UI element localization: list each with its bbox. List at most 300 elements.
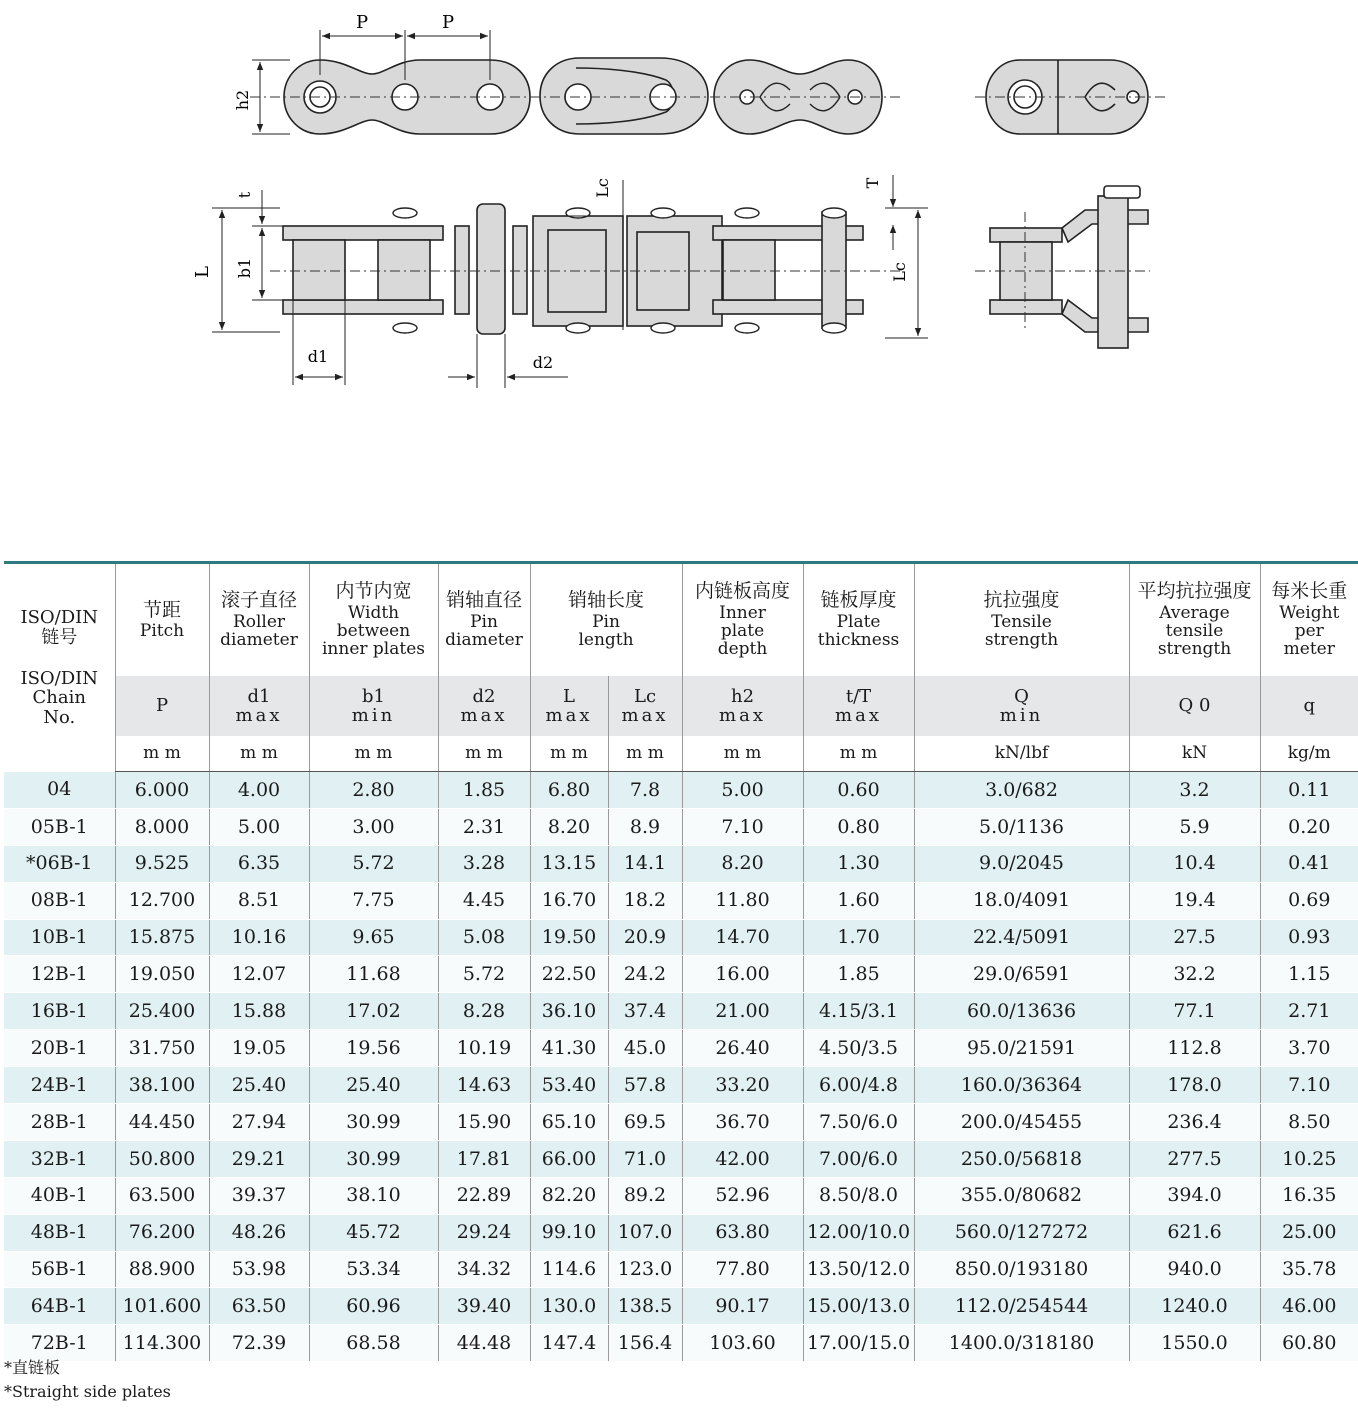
table-cell: 44.450 — [115, 1104, 209, 1141]
table-cell: 29.24 — [438, 1214, 530, 1251]
col-symbol — [914, 676, 1129, 736]
table-cell: 0.93 — [1260, 919, 1358, 956]
table-cell: 19.56 — [309, 1030, 438, 1067]
col-header-plate-thickness — [803, 563, 914, 677]
chain-no-cell: 48B-1 — [4, 1214, 115, 1251]
chain-technical-drawing — [0, 0, 1358, 400]
table-cell: 71.0 — [608, 1140, 682, 1177]
symbol: h2 — [730, 685, 755, 707]
table-cell: 19.4 — [1129, 882, 1260, 919]
table-cell: 38.10 — [309, 1177, 438, 1214]
table-cell: 8.50 — [1260, 1104, 1358, 1141]
table-cell: 72.39 — [209, 1325, 309, 1362]
table-cell: 17.00/15.0 — [803, 1325, 914, 1362]
chain-no-cell: 40B-1 — [4, 1177, 115, 1214]
table-cell: 60.96 — [309, 1288, 438, 1325]
table-cell: 9.65 — [309, 919, 438, 956]
symbol: d2 — [472, 685, 496, 707]
table-cell: 0.11 — [1260, 772, 1358, 809]
chain-no-cell: 56B-1 — [4, 1251, 115, 1288]
table-cell: 0.20 — [1260, 808, 1358, 845]
table-cell: 1.85 — [803, 956, 914, 993]
qualifier: max — [621, 705, 669, 726]
spec-table-body — [4, 772, 1358, 1362]
symbol: P — [155, 695, 169, 717]
table-cell: 130.0 — [530, 1288, 608, 1325]
table-cell: 26.40 — [682, 1030, 803, 1067]
table-cell: 1.70 — [803, 919, 914, 956]
table-cell: 42.00 — [682, 1140, 803, 1177]
chain-no-header-zh: ISO/DIN 链号 — [20, 607, 99, 648]
table-cell: 8.20 — [682, 845, 803, 882]
label-p-left: P — [355, 12, 369, 33]
col-symbol — [530, 676, 608, 736]
col-unit: m m — [608, 736, 682, 772]
table-cell: 17.02 — [309, 993, 438, 1030]
col-zh: 平均抗拉强度 — [1137, 580, 1252, 603]
table-cell: 63.80 — [682, 1214, 803, 1251]
table-cell: 0.60 — [803, 772, 914, 809]
table-cell: 2.80 — [309, 772, 438, 809]
table-cell: 69.5 — [608, 1104, 682, 1141]
table-cell: 9.0/2045 — [914, 845, 1129, 882]
table-cell: 33.20 — [682, 1067, 803, 1104]
col-en: Pin diameter — [445, 611, 523, 651]
table-cell: 44.48 — [438, 1325, 530, 1362]
table-cell: 6.000 — [115, 772, 209, 809]
col-zh: 抗拉强度 — [983, 589, 1060, 612]
col-en: Pin length — [578, 611, 634, 651]
chain-no-cell: 32B-1 — [4, 1140, 115, 1177]
table-cell: 6.80 — [530, 772, 608, 809]
table-cell: 77.80 — [682, 1251, 803, 1288]
col-zh: 内节内宽 — [335, 580, 412, 603]
col-header-tensile — [914, 563, 1129, 677]
table-cell: 13.50/12.0 — [803, 1251, 914, 1288]
table-cell: 5.08 — [438, 919, 530, 956]
table-cell: 89.2 — [608, 1177, 682, 1214]
col-unit: kN/lbf — [914, 736, 1129, 772]
col-symbol — [803, 676, 914, 736]
table-row — [4, 956, 1358, 993]
label-b1: b1 — [235, 257, 254, 279]
col-en: Average tensile strength — [1157, 602, 1232, 660]
table-cell: 277.5 — [1129, 1140, 1260, 1177]
table-cell: 112.0/254544 — [914, 1288, 1129, 1325]
symbol: Q — [1014, 685, 1029, 707]
table-cell: 29.0/6591 — [914, 956, 1129, 993]
table-cell: 53.34 — [309, 1251, 438, 1288]
table-cell: 103.60 — [682, 1325, 803, 1362]
chain-plan-view — [283, 204, 863, 334]
table-cell: 1.15 — [1260, 956, 1358, 993]
table-cell: 36.70 — [682, 1104, 803, 1141]
table-cell: 8.28 — [438, 993, 530, 1030]
table-cell: 25.40 — [209, 1067, 309, 1104]
table-cell: 1.60 — [803, 882, 914, 919]
table-row — [4, 1251, 1358, 1288]
table-row — [4, 882, 1358, 919]
label-lc-top: Lc — [593, 178, 612, 198]
table-cell: 160.0/36364 — [914, 1067, 1129, 1104]
table-cell: 39.37 — [209, 1177, 309, 1214]
col-header-plate-depth — [682, 563, 803, 677]
table-cell: 41.30 — [530, 1030, 608, 1067]
chain-no-cell: 05B-1 — [4, 808, 115, 845]
symbol: L — [563, 685, 575, 707]
col-unit: m m — [682, 736, 803, 772]
table-cell: 2.71 — [1260, 993, 1358, 1030]
table-cell: 1.30 — [803, 845, 914, 882]
chain-no-cell: 20B-1 — [4, 1030, 115, 1067]
table-cell: 355.0/80682 — [914, 1177, 1129, 1214]
col-zh: 销轴长度 — [568, 589, 645, 612]
chain-no-cell: 72B-1 — [4, 1325, 115, 1362]
table-cell: 18.0/4091 — [914, 882, 1129, 919]
table-cell: 8.000 — [115, 808, 209, 845]
col-unit: kN — [1129, 736, 1260, 772]
table-row — [4, 1288, 1358, 1325]
col-zh: 滚子直径 — [220, 589, 297, 612]
table-cell: 90.17 — [682, 1288, 803, 1325]
table-cell: 25.00 — [1260, 1214, 1358, 1251]
col-header-pin-diameter — [438, 563, 530, 677]
chain-no-cell: 10B-1 — [4, 919, 115, 956]
table-row — [4, 919, 1358, 956]
table-cell: 68.58 — [309, 1325, 438, 1362]
table-row — [4, 1030, 1358, 1067]
chain-no-cell: 12B-1 — [4, 956, 115, 993]
table-cell: 7.8 — [608, 772, 682, 809]
table-cell: 156.4 — [608, 1325, 682, 1362]
table-cell: 16.00 — [682, 956, 803, 993]
col-unit: m m — [209, 736, 309, 772]
table-cell: 48.26 — [209, 1214, 309, 1251]
table-cell: 8.9 — [608, 808, 682, 845]
table-cell: 11.68 — [309, 956, 438, 993]
footnote-zh: *直链板 — [4, 1358, 61, 1377]
table-cell: 46.00 — [1260, 1288, 1358, 1325]
table-cell: 10.19 — [438, 1030, 530, 1067]
table-cell: 22.50 — [530, 956, 608, 993]
table-cell: 14.63 — [438, 1067, 530, 1104]
col-header-weight — [1260, 563, 1358, 677]
table-cell: 99.10 — [530, 1214, 608, 1251]
table-cell: 6.00/4.8 — [803, 1067, 914, 1104]
table-cell: 22.4/5091 — [914, 919, 1129, 956]
col-unit: m m — [115, 736, 209, 772]
table-cell: 27.5 — [1129, 919, 1260, 956]
table-cell: 8.20 — [530, 808, 608, 845]
table-cell: 250.0/56818 — [914, 1140, 1129, 1177]
label-p-right: P — [441, 12, 455, 33]
table-cell: 19.050 — [115, 956, 209, 993]
label-lc-right: Lc — [890, 262, 909, 282]
table-cell: 15.00/13.0 — [803, 1288, 914, 1325]
qualifier: min — [351, 705, 396, 726]
col-en: Tensile strength — [984, 611, 1059, 651]
chain-no-cell: 24B-1 — [4, 1067, 115, 1104]
table-cell: 3.70 — [1260, 1030, 1358, 1067]
table-cell: 1240.0 — [1129, 1288, 1260, 1325]
chain-no-cell: 08B-1 — [4, 882, 115, 919]
table-cell: 77.1 — [1129, 993, 1260, 1030]
table-cell: 1550.0 — [1129, 1325, 1260, 1362]
col-header-pitch — [115, 563, 209, 677]
table-cell: 29.21 — [209, 1140, 309, 1177]
col-unit: m m — [803, 736, 914, 772]
table-cell: 5.72 — [309, 845, 438, 882]
col-symbol — [209, 676, 309, 736]
footnote-en: *Straight side plates — [4, 1382, 171, 1401]
symbol: b1 — [362, 685, 385, 707]
table-cell: 22.89 — [438, 1177, 530, 1214]
col-en: Width between inner plates — [322, 602, 425, 660]
col-symbol — [1129, 676, 1260, 736]
col-en: Inner plate depth — [717, 602, 768, 660]
symbol: d1 — [247, 685, 271, 707]
label-T: T — [863, 177, 882, 189]
table-cell: 14.1 — [608, 845, 682, 882]
table-cell: 19.05 — [209, 1030, 309, 1067]
table-row — [4, 845, 1358, 882]
table-cell: 7.75 — [309, 882, 438, 919]
table-cell: 138.5 — [608, 1288, 682, 1325]
symbol: t/T — [845, 685, 872, 707]
chain-no-cell: 04 — [4, 772, 115, 809]
col-en: Pitch — [139, 621, 185, 642]
table-cell: 60.80 — [1260, 1325, 1358, 1362]
table-cell: 15.88 — [209, 993, 309, 1030]
col-en: Plate thickness — [817, 611, 900, 651]
table-cell: 3.2 — [1129, 772, 1260, 809]
symbol: Q 0 — [1178, 695, 1211, 717]
table-cell: 95.0/21591 — [914, 1030, 1129, 1067]
table-cell: 147.4 — [530, 1325, 608, 1362]
table-cell: 17.81 — [438, 1140, 530, 1177]
chain-no-cell: *06B-1 — [4, 845, 115, 882]
table-cell: 107.0 — [608, 1214, 682, 1251]
table-cell: 82.20 — [530, 1177, 608, 1214]
table-cell: 38.100 — [115, 1067, 209, 1104]
table-cell: 12.07 — [209, 956, 309, 993]
table-cell: 36.10 — [530, 993, 608, 1030]
col-unit: m m — [309, 736, 438, 772]
table-row — [4, 1325, 1358, 1362]
col-unit: m m — [530, 736, 608, 772]
table-cell: 394.0 — [1129, 1177, 1260, 1214]
table-cell: 560.0/127272 — [914, 1214, 1129, 1251]
table-cell: 30.99 — [309, 1104, 438, 1141]
table-cell: 101.600 — [115, 1288, 209, 1325]
table-cell: 52.96 — [682, 1177, 803, 1214]
table-cell: 11.80 — [682, 882, 803, 919]
label-d1: d1 — [307, 347, 329, 366]
table-cell: 53.40 — [530, 1067, 608, 1104]
chain-no-cell: 64B-1 — [4, 1288, 115, 1325]
table-cell: 10.25 — [1260, 1140, 1358, 1177]
table-cell: 7.10 — [682, 808, 803, 845]
table-cell: 27.94 — [209, 1104, 309, 1141]
qualifier: max — [235, 705, 283, 726]
table-cell: 5.00 — [209, 808, 309, 845]
table-cell: 25.40 — [309, 1067, 438, 1104]
chain-no-header — [4, 563, 115, 772]
table-cell: 50.800 — [115, 1140, 209, 1177]
chain-end-plan-view — [990, 186, 1148, 348]
table-cell: 114.6 — [530, 1251, 608, 1288]
table-cell: 24.2 — [608, 956, 682, 993]
table-cell: 8.51 — [209, 882, 309, 919]
table-cell: 31.750 — [115, 1030, 209, 1067]
table-cell: 12.700 — [115, 882, 209, 919]
qualifier: max — [835, 705, 882, 726]
table-cell: 16.70 — [530, 882, 608, 919]
table-cell: 0.69 — [1260, 882, 1358, 919]
table-row — [4, 993, 1358, 1030]
col-zh: 销轴直径 — [445, 589, 522, 612]
table-cell: 178.0 — [1129, 1067, 1260, 1104]
table-cell: 940.0 — [1129, 1251, 1260, 1288]
table-cell: 35.78 — [1260, 1251, 1358, 1288]
table-cell: 7.10 — [1260, 1067, 1358, 1104]
table-cell: 14.70 — [682, 919, 803, 956]
label-t: t — [235, 191, 254, 199]
col-header-avg-tensile — [1129, 563, 1260, 677]
table-cell: 76.200 — [115, 1214, 209, 1251]
table-cell: 10.4 — [1129, 845, 1260, 882]
table-row — [4, 1177, 1358, 1214]
chain-no-cell: 28B-1 — [4, 1104, 115, 1141]
table-cell: 45.72 — [309, 1214, 438, 1251]
label-d2: d2 — [532, 353, 554, 372]
table-cell: 3.28 — [438, 845, 530, 882]
table-cell: 65.10 — [530, 1104, 608, 1141]
table-cell: 114.300 — [115, 1325, 209, 1362]
table-cell: 15.90 — [438, 1104, 530, 1141]
symbol: q — [1303, 695, 1316, 717]
table-cell: 3.00 — [309, 808, 438, 845]
table-cell: 2.31 — [438, 808, 530, 845]
table-cell: 3.0/682 — [914, 772, 1129, 809]
col-symbol — [115, 676, 209, 736]
table-cell: 37.4 — [608, 993, 682, 1030]
table-cell: 66.00 — [530, 1140, 608, 1177]
table-cell: 4.50/3.5 — [803, 1030, 914, 1067]
table-cell: 5.9 — [1129, 808, 1260, 845]
table-cell: 7.00/6.0 — [803, 1140, 914, 1177]
table-cell: 1.85 — [438, 772, 530, 809]
table-cell: 57.8 — [608, 1067, 682, 1104]
table-cell: 16.35 — [1260, 1177, 1358, 1214]
table-cell: 236.4 — [1129, 1104, 1260, 1141]
col-unit: m m — [438, 736, 530, 772]
table-cell: 25.400 — [115, 993, 209, 1030]
table-cell: 112.8 — [1129, 1030, 1260, 1067]
table-cell: 39.40 — [438, 1288, 530, 1325]
table-cell: 4.00 — [209, 772, 309, 809]
table-row — [4, 1104, 1358, 1141]
table-cell: 6.35 — [209, 845, 309, 882]
table-cell: 88.900 — [115, 1251, 209, 1288]
table-cell: 13.15 — [530, 845, 608, 882]
table-cell: 4.15/3.1 — [803, 993, 914, 1030]
table-cell: 0.41 — [1260, 845, 1358, 882]
table-cell: 34.32 — [438, 1251, 530, 1288]
col-zh: 每米长重 — [1271, 580, 1348, 603]
qualifier: max — [719, 705, 766, 726]
col-header-roller — [209, 563, 309, 677]
col-zh: 内链板高度 — [695, 580, 791, 603]
label-L: L — [192, 266, 213, 278]
qualifier: max — [460, 705, 508, 726]
col-symbol — [608, 676, 682, 736]
table-cell: 123.0 — [608, 1251, 682, 1288]
chain-spec-table — [4, 561, 1358, 1362]
qualifier: max — [545, 705, 593, 726]
table-cell: 60.0/13636 — [914, 993, 1129, 1030]
table-cell: 850.0/193180 — [914, 1251, 1129, 1288]
col-unit: kg/m — [1260, 736, 1358, 772]
table-cell: 63.50 — [209, 1288, 309, 1325]
table-cell: 8.50/8.0 — [803, 1177, 914, 1214]
table-cell: 15.875 — [115, 919, 209, 956]
table-cell: 45.0 — [608, 1030, 682, 1067]
col-zh: 链板厚度 — [820, 589, 897, 612]
table-cell: 5.72 — [438, 956, 530, 993]
table-cell: 10.16 — [209, 919, 309, 956]
table-cell: 4.45 — [438, 882, 530, 919]
table-cell: 0.80 — [803, 808, 914, 845]
table-cell: 18.2 — [608, 882, 682, 919]
table-cell: 621.6 — [1129, 1214, 1260, 1251]
table-cell: 5.00 — [682, 772, 803, 809]
table-cell: 63.500 — [115, 1177, 209, 1214]
col-symbol — [309, 676, 438, 736]
table-row — [4, 1214, 1358, 1251]
col-symbol — [438, 676, 530, 736]
col-header-width — [309, 563, 438, 677]
qualifier: min — [999, 705, 1044, 726]
chain-no-header-en: ISO/DIN Chain No. — [20, 668, 99, 728]
table-cell: 5.0/1136 — [914, 808, 1129, 845]
table-cell: 53.98 — [209, 1251, 309, 1288]
col-symbol — [682, 676, 803, 736]
col-en: Weight per meter — [1279, 602, 1340, 660]
table-cell: 1400.0/318180 — [914, 1325, 1129, 1362]
table-cell: 12.00/10.0 — [803, 1214, 914, 1251]
symbol: Lc — [633, 685, 657, 707]
col-en: Roller diameter — [220, 611, 298, 651]
table-cell: 32.2 — [1129, 956, 1260, 993]
table-cell: 200.0/45455 — [914, 1104, 1129, 1141]
table-row — [4, 772, 1358, 809]
table-row — [4, 808, 1358, 845]
label-h2: h2 — [233, 89, 252, 111]
footnote — [4, 1356, 171, 1404]
table-cell: 21.00 — [682, 993, 803, 1030]
chain-no-cell: 16B-1 — [4, 993, 115, 1030]
table-cell: 9.525 — [115, 845, 209, 882]
table-cell: 30.99 — [309, 1140, 438, 1177]
col-zh: 节距 — [142, 598, 181, 621]
table-cell: 20.9 — [608, 919, 682, 956]
table-cell: 7.50/6.0 — [803, 1104, 914, 1141]
table-cell: 19.50 — [530, 919, 608, 956]
table-row — [4, 1067, 1358, 1104]
col-symbol — [1260, 676, 1358, 736]
table-row — [4, 1140, 1358, 1177]
